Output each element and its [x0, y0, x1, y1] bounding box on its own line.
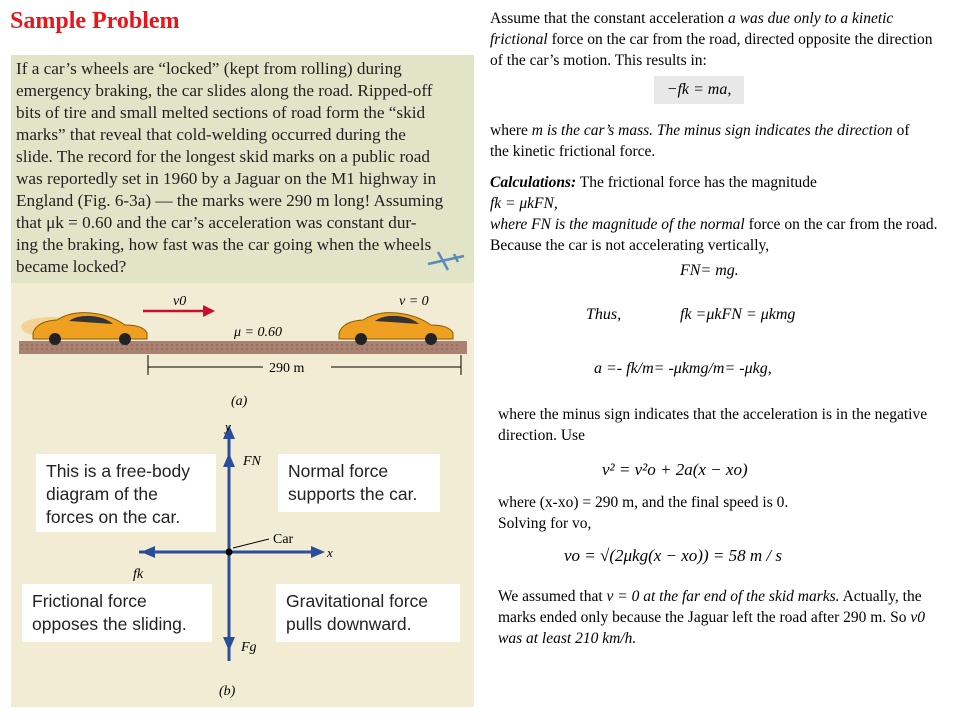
- friction-magnitude-equation: fk =μkFN = μkmg: [680, 306, 796, 323]
- v0-label: v0: [173, 294, 187, 309]
- road-surface: [19, 341, 467, 354]
- conclusion-paragraph: [498, 586, 928, 649]
- v-final-label: v = 0: [399, 294, 429, 309]
- text: m is the car’s mass. The minus sign indicates the direction: [531, 122, 893, 139]
- problem-line: slide. The record for the longest skid marks on a public road: [16, 147, 430, 166]
- normal-force-arrowhead: [223, 453, 235, 467]
- text: Solving for vo,: [498, 515, 592, 532]
- normal-force-label: FN: [243, 454, 261, 469]
- text: v = 0 at the far end of the skid marks.: [606, 588, 840, 605]
- distance-label: 290 m: [269, 361, 305, 376]
- callout-gravity-force: Gravitational force pulls downward.: [276, 584, 460, 642]
- text: v0 was at least 210 km/h.: [498, 609, 925, 647]
- text: where: [490, 122, 532, 139]
- problem-line: marks” that reveal that cold-welding occurred during the: [16, 125, 406, 144]
- text: a was due only to a kinetic frictional: [490, 10, 894, 48]
- mu-label: μ = 0.60: [234, 325, 282, 340]
- problem-line: that μk = 0.60 and the car’s acceleration was constant dur-: [16, 213, 417, 232]
- acceleration-equation: a =- fk/m= -μkmg/m= -μkg,: [594, 360, 772, 377]
- airplane-icon: [424, 248, 468, 274]
- figure-a-caption: (a): [231, 394, 248, 409]
- problem-line: England (Fig. 6-3a) — the marks were 290 m long! Assuming: [16, 191, 444, 210]
- text: force on the car from the road, directed opposite the direction of the car’s motion. This results in:: [490, 31, 933, 69]
- problem-line: became locked?: [16, 257, 127, 276]
- callout-normal-force: Normal force supports the car.: [278, 454, 440, 512]
- negative-direction-paragraph: where the minus sign indicates that the acceleration is in the negative direction. Use: [498, 406, 928, 444]
- problem-statement: [16, 58, 471, 278]
- text: We assumed that: [498, 588, 607, 605]
- callout-free-body: This is a free-body diagram of the forces on the car.: [36, 454, 216, 532]
- problem-line: was reportedly set in 1960 by a Jaguar on the M1 highway in: [16, 169, 437, 188]
- problem-line: ing the braking, how fast was the car going when the wheels: [16, 235, 432, 254]
- page-title: Sample Problem: [10, 8, 180, 34]
- calculations-paragraph: [490, 172, 945, 256]
- gravity-force-label: Fg: [241, 640, 257, 655]
- kinematic-equation: v² = v²o + 2a(x − xo): [602, 460, 748, 479]
- friction-expression: fk = μkFN,: [490, 195, 558, 212]
- car-label: Car: [273, 532, 294, 547]
- problem-line: emergency braking, the car slides along the road. Ripped-off: [16, 81, 433, 100]
- normal-force-equation: FN= mg.: [680, 262, 739, 279]
- y-axis-label: y: [225, 419, 231, 434]
- x-axis-label: x: [327, 545, 333, 560]
- car-stopped: [339, 313, 453, 345]
- text: where FN is the magnitude of the normal: [490, 216, 745, 233]
- calculations-heading: Calculations:: [490, 174, 577, 191]
- gravity-force-arrowhead: [223, 637, 235, 651]
- skid-figure: [11, 285, 474, 410]
- friction-force-label: fk: [133, 567, 144, 582]
- equation-newton: −fk = ma,: [654, 76, 744, 104]
- text: force on the car from the road. Because the car is not accelerating vertically,: [490, 216, 938, 254]
- final-speed-equation: vo = √(2μkg(x − xo)) = 58 m / s: [564, 546, 782, 565]
- x-axis-arrow: [311, 546, 325, 558]
- text: of the kinetic frictional force.: [490, 122, 910, 160]
- text: The frictional force has the magnitude: [576, 174, 817, 191]
- displacement-paragraph: [498, 492, 938, 534]
- text: Actually, the marks ended only because the Jaguar left the road after 290 m. So: [498, 588, 922, 626]
- mass-paragraph: [490, 120, 930, 162]
- text: where (x-xo) = 290 m, and the final speed is 0.: [498, 494, 789, 511]
- assumption-paragraph: [490, 8, 940, 71]
- friction-force-arrowhead: [141, 546, 155, 558]
- thus-label: Thus,: [586, 306, 622, 323]
- callout-friction-force: Frictional force opposes the sliding.: [22, 584, 212, 642]
- figure-b-caption: (b): [219, 684, 236, 699]
- problem-line: If a car’s wheels are “locked” (kept from rolling) during: [16, 59, 402, 78]
- text: Assume that the constant acceleration: [490, 10, 729, 27]
- distance-marker: [148, 355, 461, 375]
- car-leader-line: [233, 539, 269, 548]
- problem-line: bits of tire and small melted sections of road form the “skid: [16, 103, 426, 122]
- car-point: [226, 549, 233, 556]
